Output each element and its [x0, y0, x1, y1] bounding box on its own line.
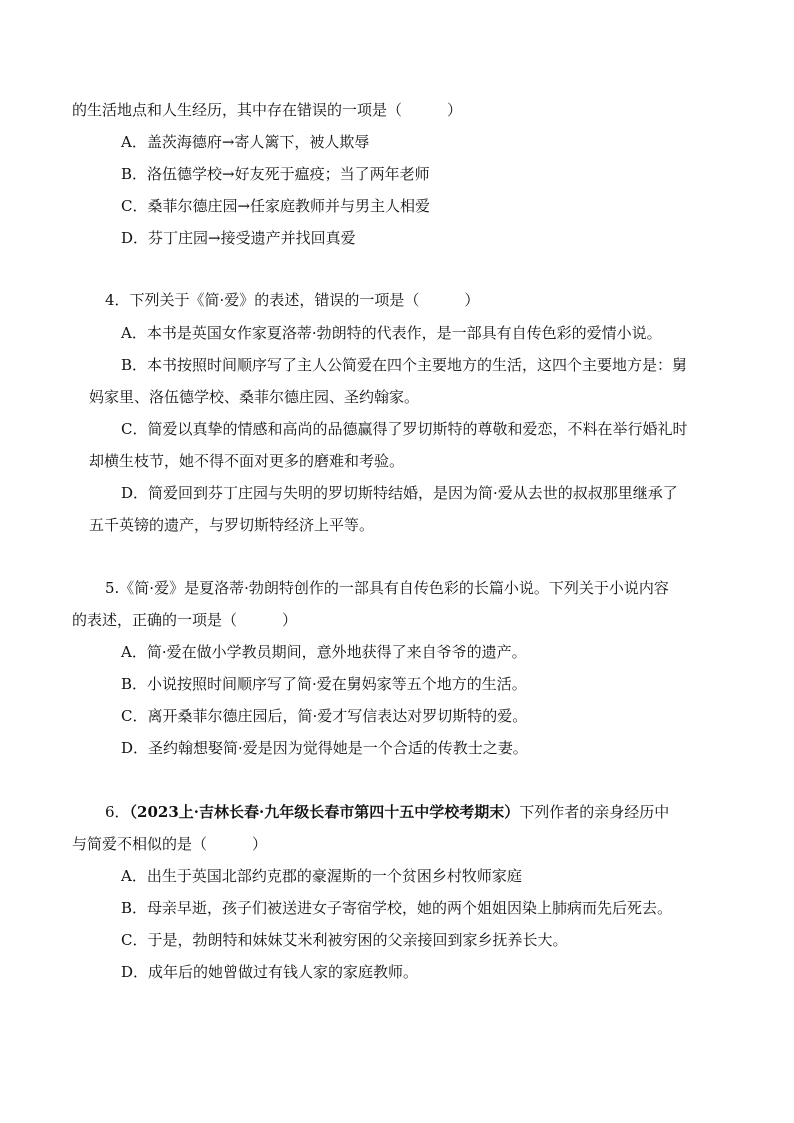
q6-option-c: C．于是，勃朗特和妹妹艾米利被穷困的父亲接回到家乡抚养长大。 [121, 931, 568, 949]
q5-option-a: A．简·爱在做小学教员期间，意外地获得了来自爷爷的遗产。 [121, 643, 527, 661]
q4-stem: 4．下列关于《简·爱》的表述，错误的一项是（ ） [105, 291, 480, 309]
q5-option-c: C．离开桑菲尔德庄园后，简·爱才写信表达对罗切斯特的爱。 [121, 707, 528, 725]
q5-option-b: B．小说按照时间顺序写了简·爱在舅妈家等五个地方的生活。 [121, 675, 527, 693]
q4-option-a: A．本书是英国女作家夏洛蒂·勃朗特的代表作，是一部具有自传色彩的爱情小说。 [121, 324, 662, 342]
q4-option-d-line2: 五千英镑的遗产，与罗切斯特经济上平等。 [89, 516, 375, 534]
q5-stem-line1: 5.《简·爱》是夏洛蒂·勃朗特创作的一部具有自传色彩的长篇小说。下列关于小说内容 [105, 579, 669, 597]
q4-option-b-line1: B．本书按照时间顺序写了主人公简爱在四个主要地方的生活，这四个主要地方是：舅 [121, 356, 688, 374]
q5-stem-line2: 的表述，正确的一项是（ ） [72, 611, 298, 629]
q3-option-b: B．洛伍德学校→好友死于瘟疫；当了两年老师 [121, 165, 430, 183]
q3-option-a: A．盖茨海德府→寄人篱下，被人欺辱 [121, 133, 370, 151]
q4-option-c-line2: 却横生枝节，她不得不面对更多的磨难和考验。 [89, 452, 405, 470]
q6-option-d: D．成年后的她曾做过有钱人家的家庭教师。 [121, 963, 419, 981]
q3-option-d: D．芬丁庄园→接受遗产并找回真爱 [121, 229, 356, 247]
q6-number: 6． [105, 803, 130, 821]
q3-stem-continuation: 的生活地点和人生经历，其中存在错误的一项是（ ） [72, 101, 463, 119]
q5-option-d: D．圣约翰想娶简·爱是因为觉得她是一个合适的传教士之妻。 [121, 739, 528, 757]
q4-option-d-line1: D．简爱回到芬丁庄园与失明的罗切斯特结婚，是因为简·爱从去世的叔叔那里继承了 [121, 484, 678, 502]
q4-option-c-line1: C．简爱以真挚的情感和高尚的品德赢得了罗切斯特的尊敬和爱恋，不料在举行婚礼时 [121, 420, 688, 438]
q6-stem-line1 [105, 802, 669, 822]
q6-option-b: B．母亲早逝，孩子们被送进女子寄宿学校，她的两个姐姐因染上肺病而先后死去。 [121, 899, 673, 917]
q6-stem-rest: 下列作者的亲身经历中 [519, 803, 670, 821]
q6-stem-line2: 与简爱不相似的是（ ） [72, 835, 268, 853]
q4-option-b-line2: 妈家里、洛伍德学校、桑菲尔德庄园、圣约翰家。 [89, 388, 420, 406]
q6-option-a: A．出生于英国北部约克郡的豪渥斯的一个贫困乡村牧师家庭 [121, 867, 522, 885]
q6-source: （2023上·吉林长春·九年级长春市第四十五中学校考期末） [129, 803, 520, 821]
q3-option-c: C．桑菲尔德庄园→任家庭教师并与男主人相爱 [121, 197, 431, 215]
